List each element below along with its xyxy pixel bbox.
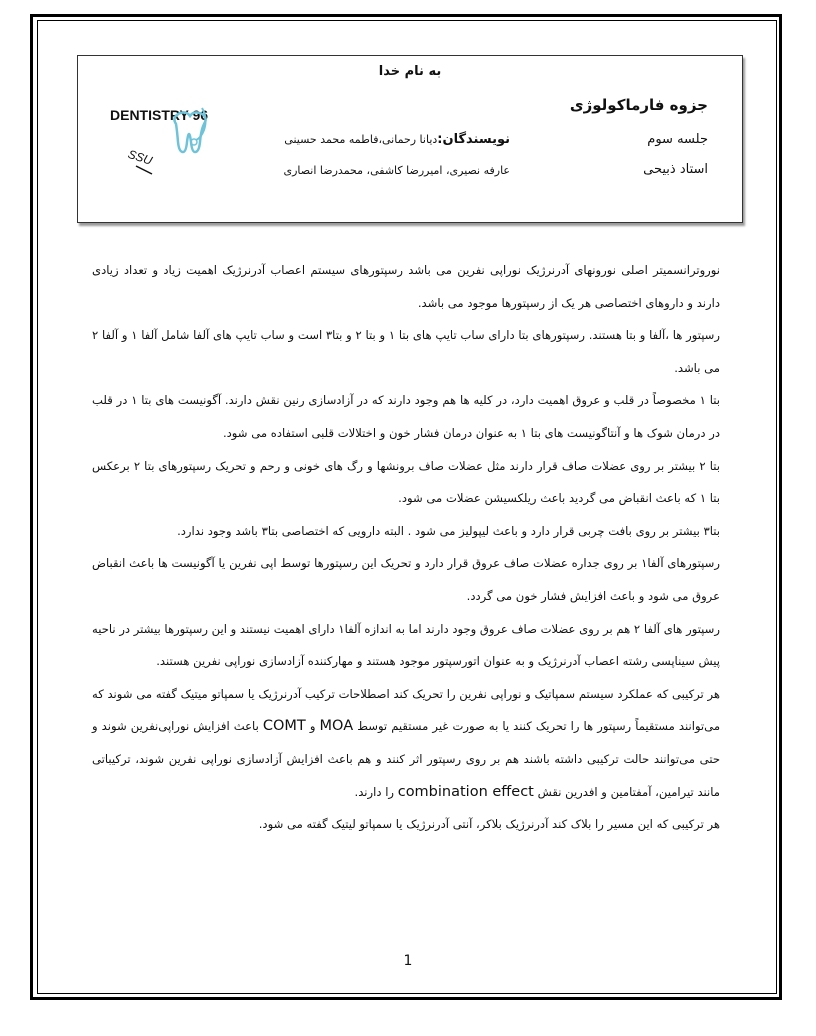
paragraph-9: هر ترکیبی که این مسیر را بلاک کند آدرنرژیک بلاکر، آنتی آدرنرژیک یا سمپاتو لیتیک گفته می شود. [258, 817, 720, 832]
page-number: 1 [403, 953, 413, 969]
body-text [92, 254, 720, 841]
authors-line-2: عارفه نصیری، امیررضا کاشفی، محمدرضا انصاری [283, 164, 510, 177]
header-box [77, 55, 743, 223]
authors-label: نویسندگان: [437, 132, 510, 147]
term-comt: COMT [262, 718, 306, 735]
authors-line-1 [284, 132, 510, 147]
logo-text: DENTISTRY 96 [110, 107, 209, 123]
term-combination-effect: combination effect [397, 783, 534, 800]
paragraph-7: رسپتور های آلفا ۲ هم بر روی عضلات صاف عروق وجود دارند اما به اندازه آلفا۱ دارای اهمیت نیستند و این رسپتورها بیشتر در ناحیه پیش سیناپسی رشته اعصاب آدرنرژیک و به عنوان اتورسپتور موجود هستند و مهارکننده آزادسازی نوراپی نفرین هستند. [92, 621, 720, 669]
paragraph-3: بتا ۱ مخصوصاً در قلب و عروق اهمیت دارد، در کلیه ها هم وجود دارند که در آزادسازی رنین نقش دارند. آگونیست های بتا ۱ در قلب در درمان شوک ها و آنتاگونیست های بتا ۱ به عنوان درمان فشار خون و اختلالات قلبی استفاده می شود. [92, 393, 720, 440]
teacher-name: استاد ذبیحی [643, 162, 708, 177]
logo-subtext: SSU [126, 146, 155, 168]
paragraph-2: رسپتور ها ،آلفا و بتا هستند. رسپتورهای بتا دارای ساب تایپ های بتا ۱ و بتا ۲ و بتا۳ است و ساب تایپ های آلفا شامل آلفا ۱ و آلفا ۲ می باشد. [92, 328, 720, 375]
paragraph-4: بتا ۲ بیشتر بر روی عضلات صاف قرار دارند مثل عضلات صاف برونشها و رگ های خونی و رحم و تحریک رسپتورهای بتا ۲ برعکس بتا ۱ که باعث انقباض می گردید باعث ریلکسیشن عضلات می شود. [92, 458, 720, 506]
paragraph-5: بتا۳ بیشتر بر روی بافت چربی قرار دارد و باعث لیپولیز می شود . البته دارویی که اختصاصی بتا۳ باشد وجود ندارد. [177, 523, 720, 538]
document-title: به نام خدا [378, 64, 442, 79]
term-moa: MOA [319, 718, 354, 735]
course-name: جزوه فارماکولوژی [569, 96, 708, 114]
session-label: جلسه سوم [647, 132, 708, 147]
paragraph-1: نوروترانسمیتر اصلی نورونهای آدرنرژیک نوراپی نفرین می باشد رسپتورهای سیستم اعصاب آدرنرژیک اهمیت زیاد و تعداد زیادی دارند و داروهای اختصاصی هر یک از رسپتورها موجود می باشد. [92, 263, 720, 310]
paragraph-6: رسپتورهای آلفا۱ بر روی جداره عضلات صاف عروق قرار دارد و تحریک این رسپتورها توسط اپی نفرین یا آگونیست ها باعث انقباض عروق می شود و باعث افزایش فشار خون می گردد. [92, 556, 720, 603]
paragraph-8: هر ترکیبی که عملکرد سیستم سمپاتیک و نوراپی نفرین را تحریک کند اصطلاحات ترکیب آدرنرژیک یا سمپاتو میتیک گفته می شوند که می‌توانند مستقیماً رسپتور ها را تحریک کنند یا به صورت غیر مستقیم توسط MOA و COMT باعث افزایش نوراپی‌نفرین شوند و حتی می‌توانند حالت ترکیبی داشته باشند هم بر روی رسپتور اثر کنند و هم باعث افزایش آزادسازی نوراپی نفرین شوند، ترکیباتی مانند تیرامین، آمفتامین و افدرین نقش combination effect را دارند. [92, 686, 721, 800]
dentistry-logo [106, 94, 226, 184]
authors-names-1: دیانا رحمانی،فاطمه محمد حسینی [284, 133, 438, 146]
